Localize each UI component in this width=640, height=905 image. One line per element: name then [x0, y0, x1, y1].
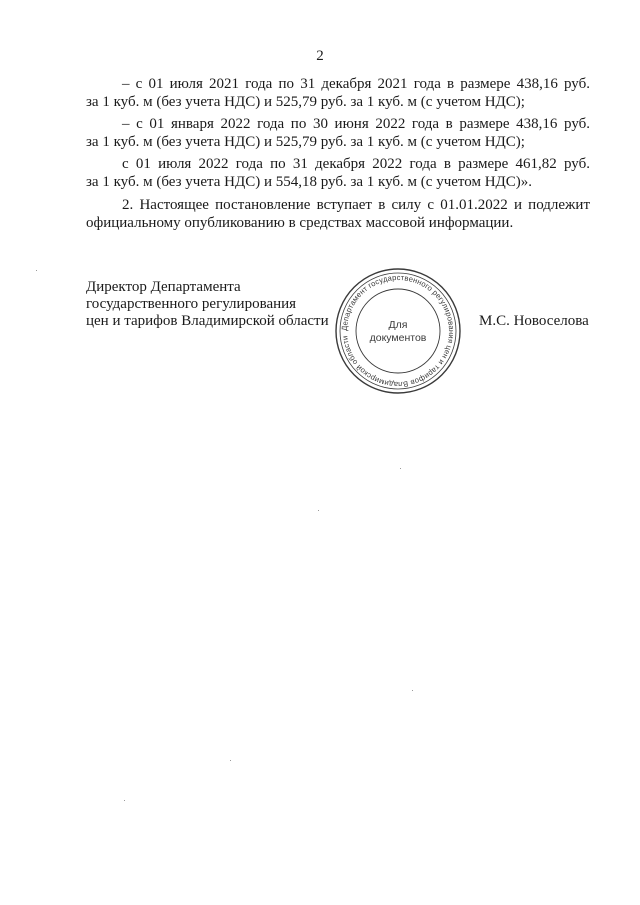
signer-title	[86, 279, 329, 330]
scan-speck	[318, 510, 319, 511]
tariff-paragraph-3	[86, 155, 590, 191]
paragraph-first-line: 2. Настоящее постановление вступает в силу с 01.01.2022 и подлежит	[122, 197, 590, 213]
paragraph-first-line: – с 01 июля 2021 года по 31 декабря 2021 года в размере 438,16 руб.	[122, 76, 590, 92]
paragraph-continuation: за 1 куб. м (без учета НДС) и 525,79 руб. за 1 куб. м (с учетом НДС);	[86, 134, 525, 150]
scan-speck	[400, 468, 401, 469]
effective-date-paragraph	[86, 196, 590, 232]
paragraph-continuation: за 1 куб. м (без учета НДС) и 554,18 руб. за 1 куб. м (с учетом НДС)».	[86, 174, 533, 190]
scan-speck	[124, 800, 125, 801]
scan-speck	[412, 690, 413, 691]
signer-title-line: цен и тарифов Владимирской области	[86, 313, 329, 329]
paragraph-first-line: – с 01 января 2022 года по 30 июня 2022 года в размере 438,16 руб.	[122, 116, 590, 132]
official-stamp	[333, 266, 463, 396]
paragraph-first-line: с 01 июля 2022 года по 31 декабря 2022 года в размере 461,82 руб.	[122, 156, 590, 172]
stamp-outer-ring	[336, 269, 460, 393]
tariff-paragraph-2	[86, 115, 590, 151]
signer-title-line: Директор Департамента	[86, 279, 241, 295]
stamp-ring-text: Департамент государственного регулирования цен и тарифов Владимирской области	[339, 272, 457, 390]
scan-speck	[36, 270, 37, 271]
scan-speck	[230, 760, 231, 761]
page-number: 2	[316, 48, 324, 64]
paragraph-continuation: официальному опубликованию в средствах массовой информации.	[86, 215, 514, 231]
signer-title-line: государственного регулирования	[86, 296, 297, 312]
stamp-center-line2: документов	[369, 332, 427, 344]
stamp-inner-ring	[356, 289, 440, 373]
tariff-paragraph-1	[86, 75, 590, 111]
paragraph-continuation: за 1 куб. м (без учета НДС) и 525,79 руб. за 1 куб. м (с учетом НДС);	[86, 94, 525, 110]
stamp-center-line1: Для	[388, 319, 408, 331]
signer-name: М.С. Новоселова	[479, 313, 589, 329]
